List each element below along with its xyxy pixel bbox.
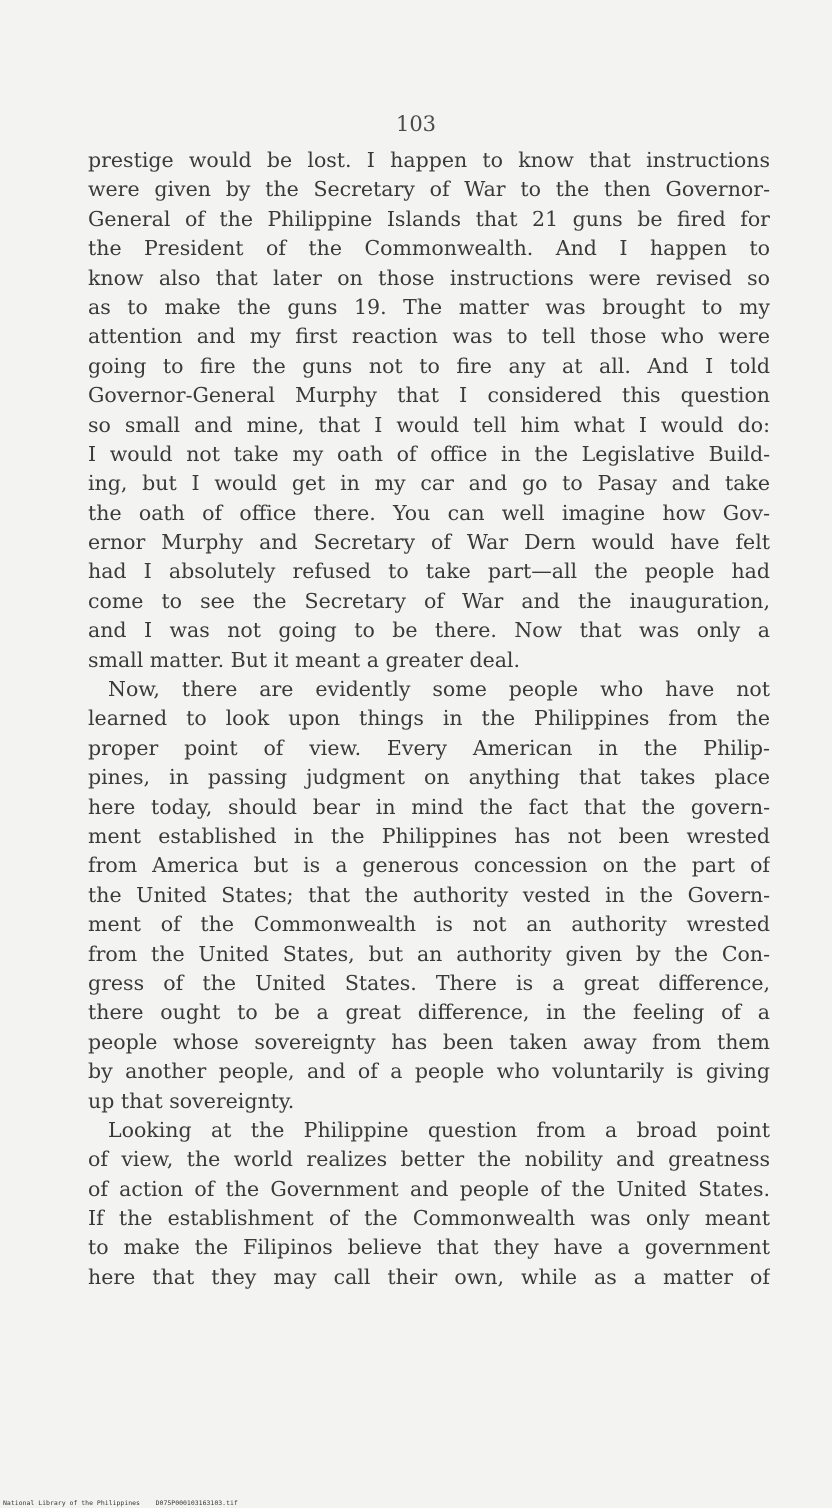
text-line: the United States; that the authority vested in the Govern- bbox=[88, 882, 770, 907]
text-line: prestige would be lost. I happen to know that instructions bbox=[88, 148, 770, 172]
text-line: so small and mine, that I would tell him what I would do: bbox=[88, 412, 770, 437]
footer-file: D075P000103163103.tif bbox=[155, 1499, 238, 1507]
text-line: If the establishment of the Commonwealth was only meant bbox=[88, 1206, 770, 1231]
text-line: had I absolutely refused to take part—all the people had bbox=[88, 559, 770, 584]
text-line: ment established in the Philippines has not been wrested bbox=[88, 823, 770, 848]
paragraph bbox=[88, 1116, 770, 1292]
text-line: here today, should bear in mind the fact that the govern- bbox=[88, 794, 770, 819]
text-line: ing, but I would get in my car and go to Pasay and take bbox=[88, 471, 770, 496]
text-line: learned to look upon things in the Philippines from the bbox=[88, 706, 770, 731]
text-line: come to see the Secretary of War and the inauguration, bbox=[88, 588, 770, 613]
body-text bbox=[88, 146, 770, 1292]
text-line: there ought to be a great difference, in the feeling of a bbox=[88, 1000, 770, 1025]
footer-library: National Library of the Philippines bbox=[3, 1499, 140, 1507]
text-line: as to make the guns 19. The matter was brought to my bbox=[88, 294, 770, 319]
text-line: were given by the Secretary of War to the then Governor- bbox=[88, 177, 770, 202]
text-line: Governor-General Murphy that I considered this question bbox=[88, 383, 770, 408]
scan-footer bbox=[3, 1499, 238, 1507]
text-line: the oath of office there. You can well imagine how Gov- bbox=[88, 500, 770, 525]
text-line: know also that later on those instructions were revised so bbox=[88, 265, 770, 290]
text-line: Now, there are evidently some people who have not bbox=[108, 677, 770, 702]
text-line: I would not take my oath of office in the Legislative Build- bbox=[88, 441, 770, 466]
text-line: proper point of view. Every American in the Philip- bbox=[88, 735, 770, 760]
text-line: and I was not going to be there. Now that was only a bbox=[88, 618, 770, 643]
page-number: 103 bbox=[395, 112, 437, 136]
text-line: pines, in passing judgment on anything that takes place bbox=[88, 765, 770, 790]
text-line: of view, the world realizes better the nobility and greatness bbox=[88, 1147, 770, 1172]
text-line: up that sovereignty. bbox=[88, 1088, 295, 1113]
text-line: gress of the United States. There is a great difference, bbox=[88, 970, 770, 995]
text-line: Looking at the Philippine question from a broad point bbox=[108, 1117, 770, 1142]
text-line: going to fire the guns not to fire any at all. And I told bbox=[88, 353, 770, 378]
text-line: of action of the Government and people of the United States. bbox=[88, 1176, 770, 1201]
text-line: to make the Filipinos believe that they have a government bbox=[88, 1235, 770, 1260]
text-line: General of the Philippine Islands that 21 guns be fired for bbox=[88, 206, 770, 231]
text-line: by another people, and of a people who voluntarily is giving bbox=[88, 1059, 770, 1084]
paragraph bbox=[88, 675, 770, 1116]
text-line: small matter. But it meant a greater deal. bbox=[88, 647, 520, 672]
text-line: ernor Murphy and Secretary of War Dern would have felt bbox=[88, 530, 770, 555]
paragraph bbox=[88, 146, 770, 675]
text-line: ment of the Commonwealth is not an authority wrested bbox=[88, 912, 770, 937]
text-line: from the United States, but an authority given by the Con- bbox=[88, 941, 770, 966]
text-line: people whose sovereignty has been taken away from them bbox=[88, 1029, 770, 1054]
text-line: from America but is a generous concession on the part of bbox=[88, 853, 770, 878]
text-line: attention and my first reaction was to tell those who were bbox=[88, 324, 770, 349]
text-line: here that they may call their own, while as a matter of bbox=[88, 1264, 770, 1289]
text-line: the President of the Commonwealth. And I happen to bbox=[88, 236, 770, 261]
